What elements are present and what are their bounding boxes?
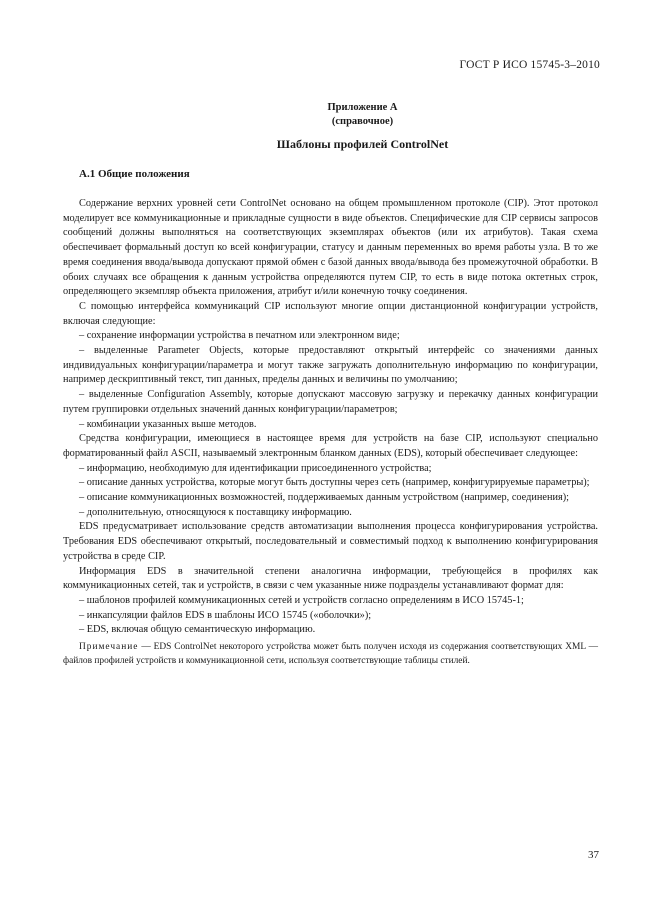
paragraph: Информация EDS в значительной степени аналогична информации, требующейся в профилях как коммуникационных сетей, так и устройств, в связи с чем указанные ниже подразделы устанавливают формат для: <box>63 565 598 592</box>
paragraph: С помощью интерфейса коммуникаций CIP используют многие опции дистанционной конфигурации устройств, включая следующие: <box>63 300 598 327</box>
document-title-text: Шаблоны профилей ControlNet <box>276 137 449 151</box>
paragraph: Средства конфигурации, имеющиеся в настоящее время для устройств на базе CIP, используют специально форматированный файл ASCII, называемый электронным бланком данных (EDS), который обеспечивает следующее: <box>63 433 598 459</box>
list-item: – комбинации указанных выше методов. <box>79 418 257 430</box>
list-item: – информацию, необходимую для идентификации присоединенного устройства; <box>79 462 432 474</box>
appendix-status: (справочное) <box>331 116 394 127</box>
paragraph: Содержание верхних уровней сети ControlNet основано на общем промышленном протоколе (CIP). Этот протокол моделирует все коммуникационные и прикладные сущности в виде объектов. Специфические для CIP сервисы запросов сообщений должны выполняться на соответствующих экземплярах объектов (или их атрибутов). Такая схема обеспечивает формальный доступ ко всей конфигурации, статусу и данным переменных во время работы узла. В то же время соединения ввода/вывода допускают прямой обмен с базой данных ввода/вывода без промежуточной обработки. В обоих случаях все обращения к данным устройства определяются путем CIP, то есть в виде потока октетных строк, определяющего экземпляр объекта приложения, атрибут и/или конечную точку соединения. <box>63 198 598 298</box>
list-item: – описание данных устройства, которые могут быть доступны через сеть (например, конфигурируемые параметры); <box>79 477 590 489</box>
list-item: – описание коммуникационных возможностей, поддерживаемых данным устройством (например, соединения); <box>79 492 569 504</box>
list-item: – инкапсуляции файлов EDS в шаблоны ИСО 15745 («оболочки»); <box>79 609 372 621</box>
list-item: – сохранение информации устройства в печатном или электронном виде; <box>79 330 400 342</box>
list-item: – шаблонов профилей коммуникационных сетей и устройств согласно определениям в ИСО 15745-1; <box>79 594 524 606</box>
standard-code-header: ГОСТ Р ИСО 15745-3–2010 <box>459 59 600 71</box>
list-item: – дополнительную, относящуюся к поставщику информацию. <box>79 506 352 518</box>
note <box>63 640 598 668</box>
appendix-heading <box>0 101 661 129</box>
note-text: — EDS ControlNet некоторого устройства может быть получен исходя из содержания соответствующих XML — файлов профилей устройств и коммуникационной сети, используя соответствующие таблицы стилей. <box>63 642 598 667</box>
page-number: 37 <box>588 849 599 861</box>
note-label: Примечание <box>79 642 139 653</box>
list-item: – выделенные Parameter Objects, которые предоставляют открытый интерфейс со значениями данных индивидуальных конфигурации/параметра и могут также загружать дополнительную информацию по конфигурации, например дескриптивный текст, тип данных, пределы данных и величины по умолчанию; <box>63 345 598 386</box>
document-title <box>0 137 661 152</box>
list-item: – EDS, включая общую семантическую информацию. <box>79 624 316 636</box>
paragraph: EDS предусматривает использование средств автоматизации выполнения процесса конфигурирования устройства. Требования EDS обеспечивают открытый, последовательный и совместимый подход к выполнению конфигурирования устройства в среде CIP. <box>63 521 598 562</box>
body-text <box>63 197 598 668</box>
section-heading: А.1 Общие положения <box>79 168 190 180</box>
list-item: – выделенные Configuration Assembly, которые допускают массовую загрузку и перекачку данных конфигурации путем группировки отдельных значений данных конфигурации/параметров; <box>63 389 598 415</box>
appendix-label: Приложение А <box>327 102 398 113</box>
